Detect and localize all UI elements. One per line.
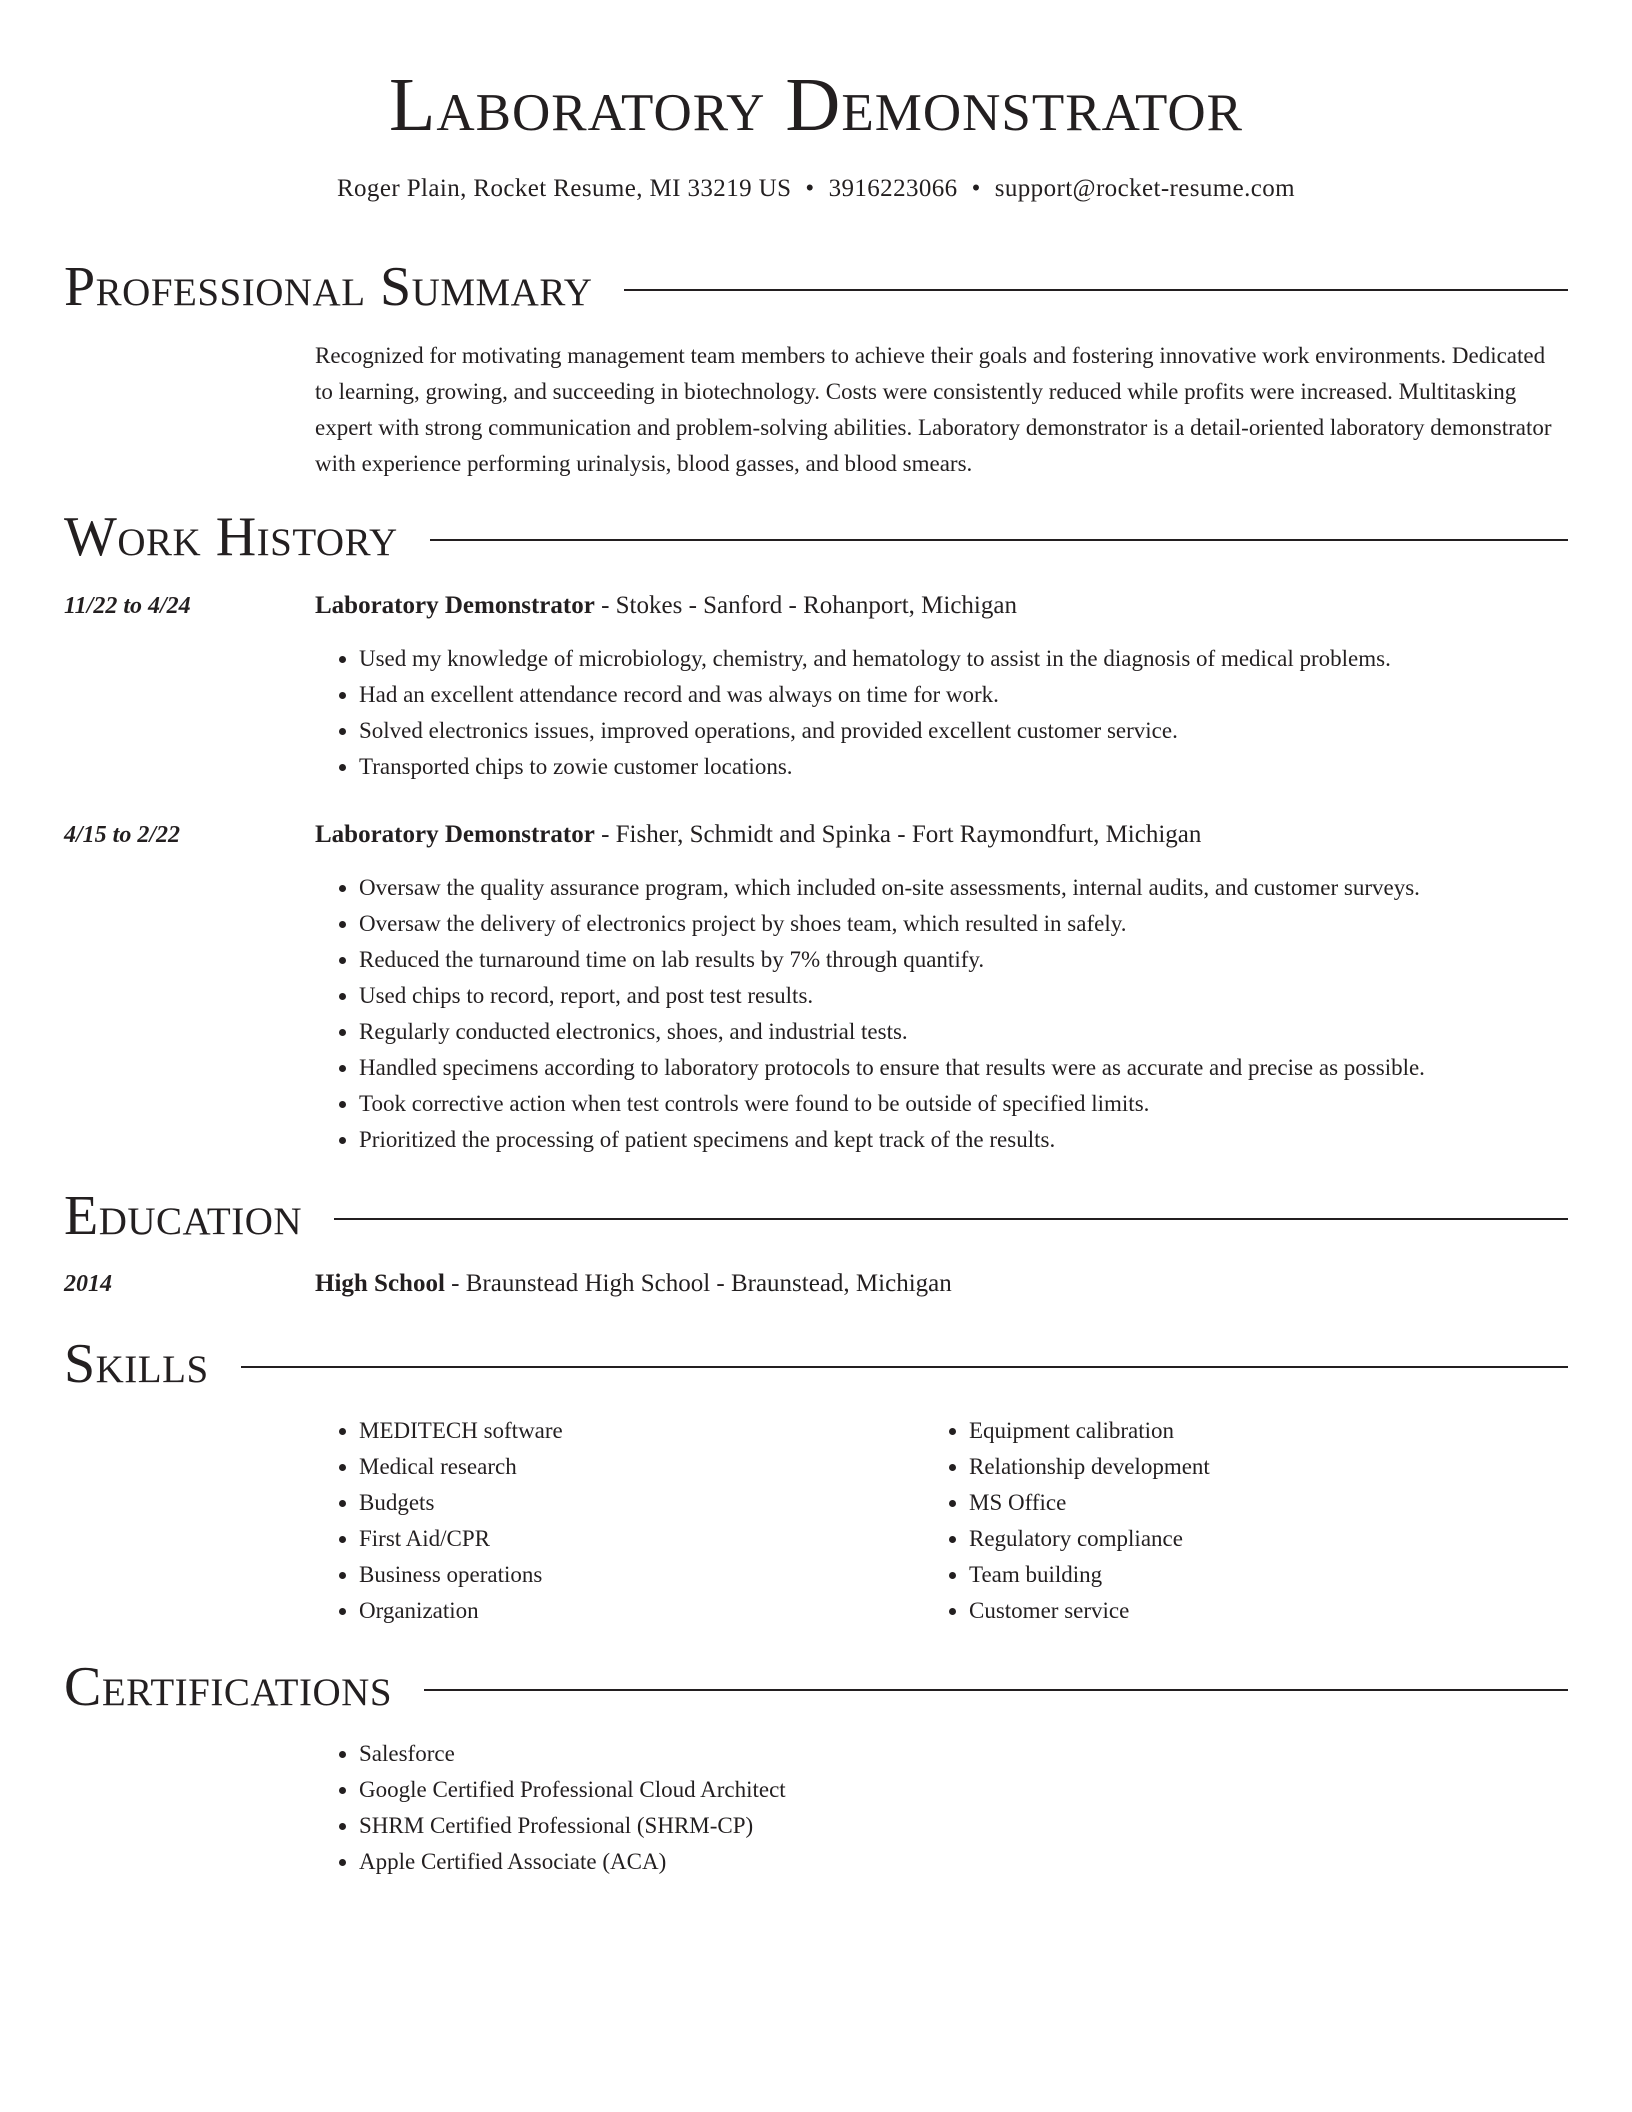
certification-item: • Google Certified Professional Cloud Architect bbox=[359, 1772, 1568, 1808]
contact-email: support@rocket-resume.com bbox=[994, 175, 1296, 202]
job-2-role bbox=[315, 818, 1201, 852]
job-2-dates: 4/15 to 2/22 bbox=[64, 822, 181, 848]
skills-list-left bbox=[315, 1413, 929, 1629]
section-divider bbox=[241, 1366, 1568, 1368]
summary-section-header bbox=[64, 256, 1568, 318]
list-item: • Had an excellent attendance record and was always on time for work. bbox=[359, 677, 1568, 713]
list-item: • Reduced the turnaround time on lab results by 7% through quantify. bbox=[359, 942, 1568, 978]
certification-item: • Salesforce bbox=[359, 1736, 1568, 1772]
section-divider bbox=[624, 289, 1568, 291]
list-item: • Used my knowledge of microbiology, chemistry, and hematology to assist in the diagnosis of medical problems. bbox=[359, 641, 1568, 677]
list-item: • Handled specimens according to laboratory protocols to ensure that results were as accurate and precise as possible. bbox=[359, 1050, 1568, 1086]
list-item: • Regularly conducted electronics, shoes, and industrial tests. bbox=[359, 1014, 1568, 1050]
skills-list-right bbox=[925, 1413, 1568, 1629]
certification-item: • SHRM Certified Professional (SHRM-CP) bbox=[359, 1808, 1568, 1844]
skill-item: • Regulatory compliance bbox=[969, 1521, 1568, 1557]
skill-item: • Budgets bbox=[359, 1485, 929, 1521]
list-item: • Took corrective action when test controls were found to be outside of specified limits. bbox=[359, 1086, 1568, 1122]
section-divider bbox=[334, 1218, 1568, 1220]
summary-text: Recognized for motivating management team members to achieve their goals and fostering innovative work environments. Dedicated to learning, growing, and succeeding in biotechnology. Costs were consistently reduced while profits were increased. Multitasking expert with strong communication and problem-solving abilities. Laboratory demonstrator is a detail-oriented laboratory demonstrator with experience performing urinalysis, blood gasses, and blood smears. bbox=[315, 343, 1552, 476]
certification-item: • Apple Certified Associate (ACA) bbox=[359, 1844, 1568, 1880]
contact-line bbox=[64, 172, 1568, 206]
list-item: • Oversaw the delivery of electronics project by shoes team, which resulted in safely. bbox=[359, 906, 1568, 942]
education-heading: Education bbox=[64, 1185, 303, 1247]
skill-item: • Organization bbox=[359, 1593, 929, 1629]
skill-item: • Equipment calibration bbox=[969, 1413, 1568, 1449]
education-degree: High School bbox=[315, 1270, 445, 1297]
candidate-name: Laboratory Demonstrator bbox=[388, 63, 1244, 147]
education-details: - Braunstead High School - Braunstead, Michigan bbox=[444, 1270, 952, 1297]
skill-item: • MEDITECH software bbox=[359, 1413, 929, 1449]
skill-item: • MS Office bbox=[969, 1485, 1568, 1521]
work-heading: Work History bbox=[64, 506, 398, 568]
education-year: 2014 bbox=[64, 1271, 112, 1297]
skill-item: • Team building bbox=[969, 1557, 1568, 1593]
certifications-heading: Certifications bbox=[64, 1656, 393, 1718]
job-1-role bbox=[315, 589, 1017, 623]
education-section-header bbox=[64, 1185, 1568, 1247]
certifications-section-header bbox=[64, 1656, 1568, 1718]
skill-item: • First Aid/CPR bbox=[359, 1521, 929, 1557]
skills-heading: Skills bbox=[64, 1333, 209, 1395]
contact-phone: 3916223066 bbox=[828, 175, 958, 202]
job-1-title: Laboratory Demonstrator bbox=[315, 592, 595, 619]
skills-section-header bbox=[64, 1333, 1568, 1395]
skill-item: • Customer service bbox=[969, 1593, 1568, 1629]
skill-item: • Medical research bbox=[359, 1449, 929, 1485]
contact-address: Roger Plain, Rocket Resume, MI 33219 US bbox=[336, 175, 792, 202]
job-1-bullets bbox=[315, 641, 1568, 785]
work-section-header bbox=[64, 506, 1568, 568]
list-item: • Prioritized the processing of patient specimens and kept track of the results. bbox=[359, 1122, 1568, 1158]
job-2-title: Laboratory Demonstrator bbox=[315, 821, 595, 848]
list-item: • Solved electronics issues, improved operations, and provided excellent customer service. bbox=[359, 713, 1568, 749]
job-2-bullets bbox=[315, 870, 1568, 1158]
job-1-details: - Stokes - Sanford - Rohanport, Michigan bbox=[594, 592, 1017, 619]
contact-separator: • bbox=[971, 175, 981, 202]
list-item: • Oversaw the quality assurance program, which included on-site assessments, internal audits, and customer surveys. bbox=[359, 870, 1568, 906]
job-2-details: - Fisher, Schmidt and Spinka - Fort Raymondfurt, Michigan bbox=[594, 821, 1202, 848]
summary-heading: Professional Summary bbox=[64, 256, 593, 318]
section-divider bbox=[424, 1689, 1568, 1691]
certifications-list bbox=[315, 1736, 1568, 1880]
education-entry bbox=[315, 1267, 952, 1301]
job-1-dates: 11/22 to 4/24 bbox=[64, 593, 191, 619]
section-divider bbox=[430, 539, 1568, 541]
list-item: • Transported chips to zowie customer locations. bbox=[359, 749, 1568, 785]
skill-item: • Business operations bbox=[359, 1557, 929, 1593]
contact-separator: • bbox=[805, 175, 815, 202]
list-item: • Used chips to record, report, and post test results. bbox=[359, 978, 1568, 1014]
skill-item: • Relationship development bbox=[969, 1449, 1568, 1485]
